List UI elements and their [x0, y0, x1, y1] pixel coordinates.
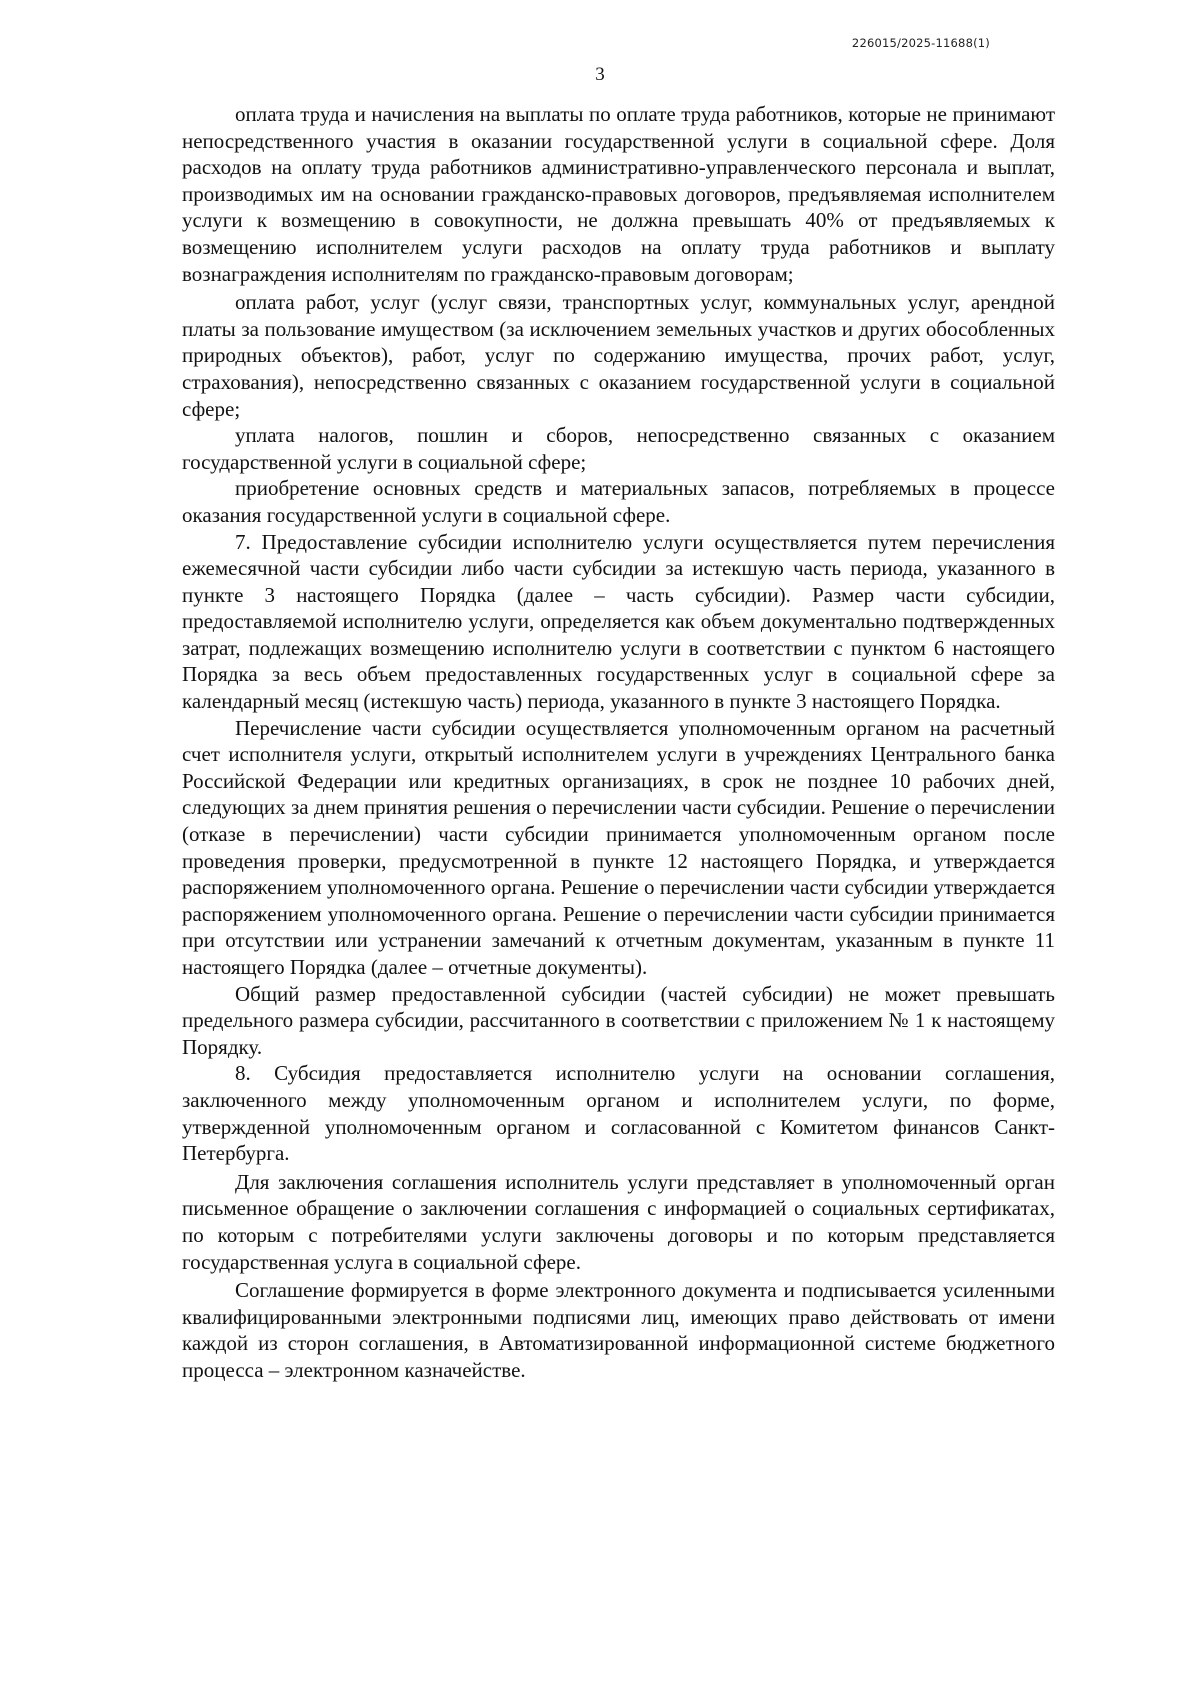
page-number: 3 [595, 64, 605, 85]
paragraph-item-8: 8. Субсидия предоставляется исполнителю услуги на основании соглашения, заключенного между уполномоченным органом и исполнителем услуги, по форме, утвержденной уполномоченным органом и согласованной с Комитетом финансов Санкт-Петербурга. [182, 1061, 1055, 1166]
document-registration-number: 226015/2025-11688(1) [851, 36, 990, 50]
paragraph-item-7: 7. Предоставление субсидии исполнителю услуги осуществляется путем перечисления ежемесячной части субсидии либо части субсидии за истекшую часть периода, указанного в пункте 3 настоящего Порядка (далее – часть субсидии). Размер части субсидии, предоставляемой исполнителю услуги, определяется как объем документально подтвержденных затрат, подлежащих возмещению исполнителю услуги в соответствии с пунктом 6 настоящего Порядка за весь объем предоставленных государственных услуг в социальной сфере за календарный месяц (истекшую часть) периода, указанного в пункте 3 настоящего Порядка. [182, 529, 1055, 714]
document-body [182, 101, 1055, 1384]
paragraph-electronic-agreement: Соглашение формируется в форме электронного документа и подписывается усиленными квалифицированными электронными подписями лиц, имеющих право действовать от имени каждой из сторон соглашения, в Автоматизированной информационной системе бюджетного процесса – электронном казначействе. [182, 1278, 1055, 1382]
paragraph-agreement-request: Для заключения соглашения исполнитель услуги представляет в уполномоченный орган письменное обращение о заключении соглашения с информацией о социальных сертификатах, по которым с потребителями услуги заключены договоры и по которым представляется государственная услуга в социальной сфере. [182, 1169, 1055, 1274]
paragraph-labor-costs: оплата труда и начисления на выплаты по оплате труда работников, которые не принимают непосредственного участия в оказании государственной услуги в социальной сфере. Доля расходов на оплату труда работников административно-управленческого персонала и выплат, производимых им на основании гражданско-правовых договоров, предъявляемая исполнителем услуги к возмещению в совокупности, не должна превышать 40% от предъявляемых к возмещению исполнителем услуги расходов на оплату труда работников и выплату вознаграждения исполнителям по гражданско-правовым договорам; [182, 102, 1055, 286]
paragraph-taxes: уплата налогов, пошлин и сборов, непосредственно связанных с оказанием государственной услуги в социальной сфере; [182, 423, 1055, 474]
paragraph-services-payment: оплата работ, услуг (услуг связи, транспортных услуг, коммунальных услуг, арендной платы за пользование имуществом (за исключением земельных участков и других обособленных природных объектов), работ, услуг по содержанию имущества, прочих работ, услуг, страхования), непосредственно связанных с оказанием государственной услуги в социальной сфере; [182, 290, 1055, 421]
paragraph-transfer: Перечисление части субсидии осуществляется уполномоченным органом на расчетный счет исполнителя услуги, открытый исполнителем услуги в учреждениях Центрального банка Российской Федерации или кредитных организациях, в срок не позднее 10 рабочих дней, следующих за днем принятия решения о перечислении части субсидии. Решение о перечислении (отказе в перечислении) части субсидии принимается уполномоченным органом после проведения проверки, предусмотренной в пункте 12 настоящего Порядка, и утверждается распоряжением уполномоченного органа. Решение о перечислении части субсидии утверждается распоряжением уполномоченного органа. Решение о перечислении части субсидии принимается при отсутствии или устранении замечаний к отчетным документам, указанным в пункте 11 настоящего Порядка (далее – отчетные документы). [182, 715, 1055, 979]
paragraph-fixed-assets: приобретение основных средств и материальных запасов, потребляемых в процессе оказания государственной услуги в социальной сфере. [182, 476, 1055, 527]
paragraph-total-limit: Общий размер предоставленной субсидии (частей субсидии) не может превышать предельного размера субсидии, рассчитанного в соответствии с приложением № 1 к настоящему Порядку. [182, 981, 1055, 1059]
